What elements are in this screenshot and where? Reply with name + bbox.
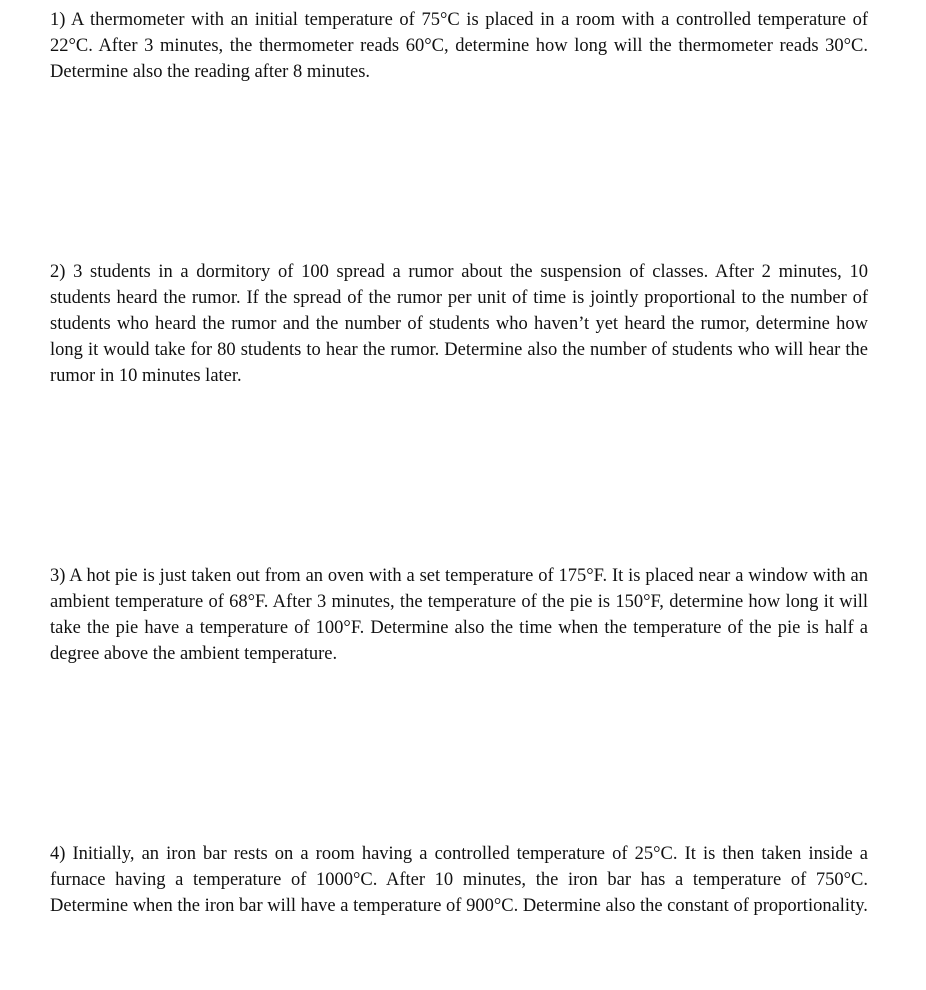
problem-4-text: 4) Initially, an iron bar rests on a room having a controlled temperature of 25°C. It is then taken inside a furnace having a temperature of 1000°C. After 10 minutes, the iron bar has a temperature of 750°C. Determine when the iron bar will have a temperature of 900°C. Determine also the constant of proportionality. [50,844,868,916]
problem-2-text: 2) 3 students in a dormitory of 100 spread a rumor about the suspension of classes. After 2 minutes, 10 students heard the rumor. If the spread of the rumor per unit of time is jointly proportional to the number of students who heard the rumor and the number of students who haven’t yet heard the rumor, determine how long it would take for 80 students to hear the rumor. Determine also the number of students who will hear the rumor in 10 minutes later. [50,262,868,386]
problem-1-text: 1) A thermometer with an initial temperature of 75°C is placed in a room with a controlled temperature of 22°C. After 3 minutes, the thermometer reads 60°C, determine how long will the thermometer reads 30°C. Determine also the reading after 8 minutes. [50,10,868,82]
problem-3-text: 3) A hot pie is just taken out from an oven with a set temperature of 175°F. It is placed near a window with an ambient temperature of 68°F. After 3 minutes, the temperature of the pie is 150°F, determine how long it will take the pie have a temperature of 100°F. Determine also the time when the temperature of the pie is half a degree above the ambient temperature. [50,566,868,664]
